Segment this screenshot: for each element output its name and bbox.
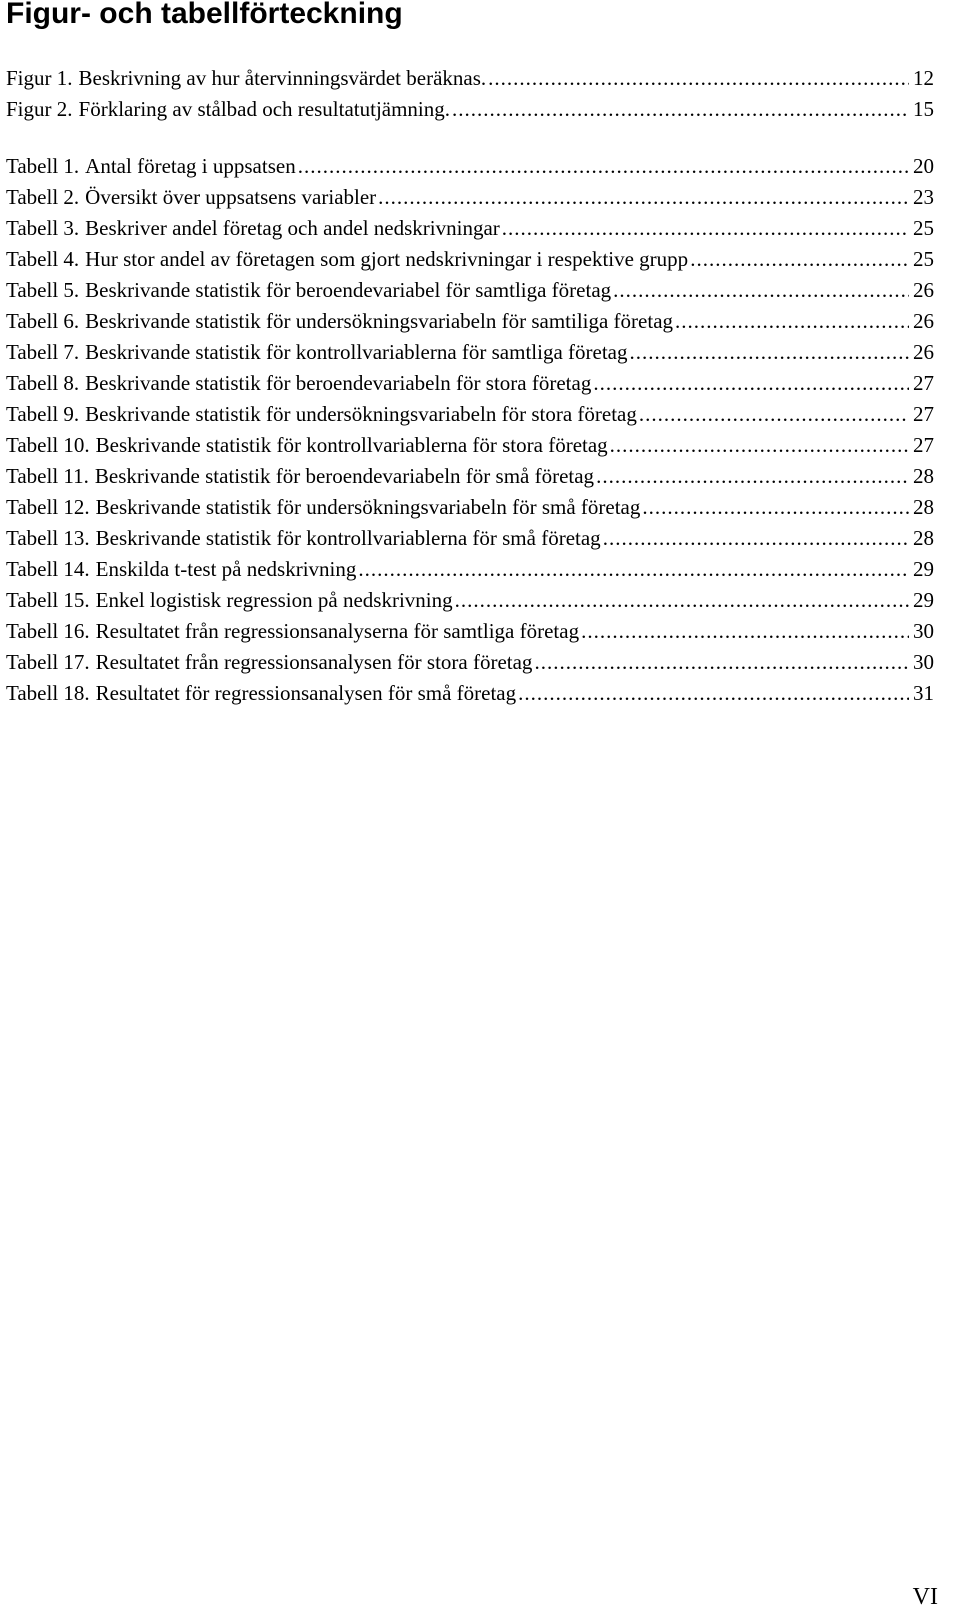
table-entry[interactable]: [6, 461, 934, 492]
table-entry-number: Tabell 12.: [6, 495, 90, 519]
figure-entry-page: 12: [913, 66, 934, 90]
table-entry-page: 28: [913, 464, 934, 488]
table-entry-caption: Beskrivande statistik för kontrollvariablerna för små företag: [95, 526, 601, 550]
table-entry-number: Tabell 1.: [6, 154, 80, 178]
table-entry[interactable]: [6, 337, 934, 368]
table-entry-page: 29: [913, 588, 934, 612]
dot-leader: [516, 678, 909, 709]
dot-leader: [450, 94, 909, 125]
table-entry-caption: Resultatet för regressionsanalysen för små företag: [95, 681, 517, 705]
table-entry-number: Tabell 2.: [6, 185, 80, 209]
dot-leader: [594, 461, 909, 492]
table-entry-caption: Beskrivande statistik för beroendevariabeln för små företag: [94, 464, 595, 488]
table-entry-page: 28: [913, 495, 934, 519]
dot-leader: [591, 368, 909, 399]
dot-leader: [500, 213, 909, 244]
table-entry-number: Tabell 18.: [6, 681, 90, 705]
table-entry[interactable]: [6, 368, 934, 399]
table-entry-caption: Enskilda t-test på nedskrivning: [95, 557, 357, 581]
dot-leader: [532, 647, 909, 678]
table-list: [6, 151, 934, 709]
table-entry-caption: Beskrivande statistik för kontrollvariablerna för samtliga företag: [85, 340, 628, 364]
table-entry-page: 26: [913, 309, 934, 333]
table-entry-page: 30: [913, 619, 934, 643]
table-entry[interactable]: [6, 678, 934, 709]
table-entry[interactable]: [6, 399, 934, 430]
table-entry-page: 27: [913, 433, 934, 457]
table-entry-number: Tabell 14.: [6, 557, 90, 581]
dot-leader: [579, 616, 909, 647]
dot-leader: [608, 430, 909, 461]
table-entry-number: Tabell 5.: [6, 278, 80, 302]
table-entry-page: 26: [913, 278, 934, 302]
dot-leader: [628, 337, 909, 368]
figure-entry-caption: Förklaring av stålbad och resultatutjämning.: [78, 97, 451, 121]
table-entry[interactable]: [6, 213, 934, 244]
table-entry-caption: Beskrivande statistik för beroendevariabel för samtliga företag: [85, 278, 612, 302]
table-entry-page: 27: [913, 371, 934, 395]
dot-leader: [611, 275, 909, 306]
table-entry[interactable]: [6, 306, 934, 337]
table-entry-caption: Beskriver andel företag och andel nedskrivningar: [85, 216, 500, 240]
table-entry-caption: Enkel logistisk regression på nedskrivning: [95, 588, 453, 612]
table-entry[interactable]: [6, 430, 934, 461]
table-entry[interactable]: [6, 492, 934, 523]
dot-leader: [637, 399, 909, 430]
page-heading: Figur- och tabellförteckning: [6, 0, 403, 30]
dot-leader: [673, 306, 909, 337]
table-entry-page: 20: [913, 154, 934, 178]
figure-entry-caption: Beskrivning av hur återvinningsvärdet beräknas.: [78, 66, 487, 90]
dot-leader: [688, 244, 909, 275]
table-entry[interactable]: [6, 554, 934, 585]
table-entry-caption: Hur stor andel av företagen som gjort nedskrivningar i respektive grupp: [85, 247, 689, 271]
table-entry-caption: Beskrivande statistik för undersökningsvariabeln för små företag: [95, 495, 641, 519]
dot-leader: [601, 523, 909, 554]
dot-leader: [356, 554, 909, 585]
table-entry-page: 29: [913, 557, 934, 581]
table-entry[interactable]: [6, 244, 934, 275]
table-entry-number: Tabell 15.: [6, 588, 90, 612]
table-entry[interactable]: [6, 523, 934, 554]
figure-entry[interactable]: [6, 94, 934, 125]
table-entry-caption: Beskrivande statistik för undersökningsvariabeln för stora företag: [85, 402, 637, 426]
table-entry-caption: Översikt över uppsatsens variabler: [85, 185, 377, 209]
table-entry[interactable]: [6, 585, 934, 616]
table-entry-number: Tabell 11.: [6, 464, 89, 488]
table-entry-page: 26: [913, 340, 934, 364]
table-entry[interactable]: [6, 616, 934, 647]
dot-leader: [486, 63, 909, 94]
figure-entry-number: Figur 1.: [6, 66, 73, 90]
table-entry-number: Tabell 6.: [6, 309, 80, 333]
table-entry-number: Tabell 9.: [6, 402, 80, 426]
table-entry[interactable]: [6, 275, 934, 306]
table-entry-number: Tabell 10.: [6, 433, 90, 457]
table-entry-caption: Beskrivande statistik för undersökningsvariabeln för samtiliga företag: [85, 309, 674, 333]
table-entry-number: Tabell 13.: [6, 526, 90, 550]
table-entry-number: Tabell 3.: [6, 216, 80, 240]
figure-entry-page: 15: [913, 97, 934, 121]
table-entry[interactable]: [6, 182, 934, 213]
table-entry-caption: Beskrivande statistik för kontrollvariablerna för stora företag: [95, 433, 608, 457]
table-entry-page: 27: [913, 402, 934, 426]
table-entry-page: 25: [913, 216, 934, 240]
figure-entry[interactable]: [6, 63, 934, 94]
table-entry-number: Tabell 7.: [6, 340, 80, 364]
figure-entry-number: Figur 2.: [6, 97, 73, 121]
table-entry-caption: Antal företag i uppsatsen: [85, 154, 296, 178]
dot-leader: [376, 182, 909, 213]
table-entry-number: Tabell 16.: [6, 619, 90, 643]
table-entry-caption: Beskrivande statistik för beroendevariabeln för stora företag: [85, 371, 592, 395]
table-entry[interactable]: [6, 647, 934, 678]
table-entry-caption: Resultatet från regressionsanalyserna för samtliga företag: [95, 619, 580, 643]
table-entry-number: Tabell 4.: [6, 247, 80, 271]
figure-list: [6, 63, 934, 125]
dot-leader: [296, 151, 909, 182]
table-entry-page: 23: [913, 185, 934, 209]
table-entry-page: 25: [913, 247, 934, 271]
table-entry-page: 28: [913, 526, 934, 550]
table-entry-number: Tabell 8.: [6, 371, 80, 395]
dot-leader: [453, 585, 909, 616]
table-entry-page: 30: [913, 650, 934, 674]
table-entry-number: Tabell 17.: [6, 650, 90, 674]
dot-leader: [640, 492, 909, 523]
table-entry-page: 31: [913, 681, 934, 705]
table-entry[interactable]: [6, 151, 934, 182]
table-entry-caption: Resultatet från regressionsanalysen för stora företag: [95, 650, 533, 674]
page-number: VI: [912, 1584, 938, 1610]
